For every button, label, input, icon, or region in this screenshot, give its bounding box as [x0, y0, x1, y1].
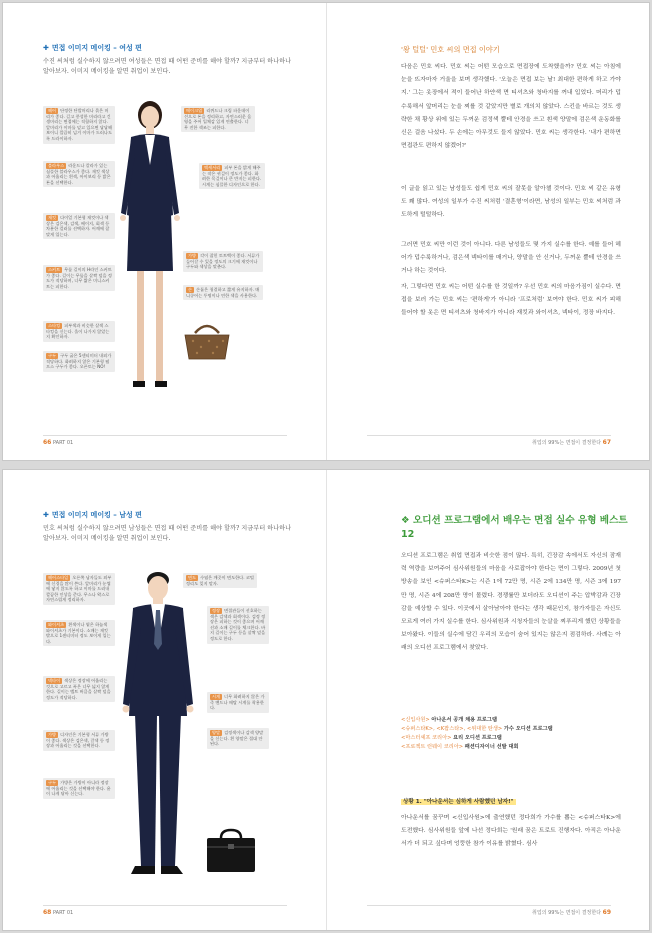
plus-icon: ✚: [43, 511, 49, 519]
story-paragraph-1: 다음은 민호 씨다. 민호 씨는 어떤 모습으로 면접장에 도착했을까? 민호 씨는 아침에 눈을 뜨자마자 거울을 보며 생각했다. '오늘은 면접 보는 날! 최대한 편하게 하고 가야지.' 그는 옷장에서 적이 들어난 하얀색 면 티셔츠와 청바지를 꺼내 입었다. 머리가 덥수룩해서 앞머리는 눈을 찌를 것 같았지만 별로 개의치 않았다. 스킨을 바르는 것도 생략한 채 황상 위에 있는 두꺼운 검정색 뿔테 안경을 쓰고 흰색 양말에 검은색 운동화를 신은 걸음 나섰다. 두 손에는 아무것도 들지 않았다. 민호 씨는 생각한다. '내가 편하면 면접관도 편하지 않겠어?': [401, 64, 621, 150]
callout-briefcase: 가방 디자인은 기본형 서류 가방이 좋다. 색상은 검은색, 갈색 등 정장과 어울리는 것을 선택한다.: [43, 730, 115, 751]
folio-right: 취업의 99%는 면접이 결정한다 69: [532, 909, 611, 916]
plus-icon: ✚: [43, 44, 49, 52]
footer-rule: [43, 905, 287, 906]
story-paragraph-3: 그러면 민호 씨만 이런 것이 아니다. 다른 남성들도 몇 가지 실수를 한다. 예를 들어 헤어가 덥수룩하거나, 검은색 넥타이를 매거나, 양말을 안 신거나, 두꺼운 뿔테 안경을 쓰거나 하는 것이다.: [401, 242, 621, 275]
callout-skirt: 스커트 무릎 길이의 H라인 스커트가 좋다. 길이는 무릎을 살짝 덮을 정도가 적당하며, 너무 짧은 미니스커트는 피한다.: [43, 265, 115, 291]
section-title: [43, 510, 142, 520]
section-title: [43, 43, 142, 53]
page-69: [327, 470, 651, 930]
callout-shoes: 구두 구두 굽은 5센티미터 내외가 적당하다. 화려하지 않은 기본형 펌프스 구두가 좋다. 오픈토는 NO!: [43, 351, 115, 372]
callout-socks: 양말 검정색이나 감색 양말을 신는다. 흰 양말은 절대 안 된다.: [207, 728, 269, 749]
callout-hair: 헤어 단정한 단발머리나 묶은 머리가 좋다. 길고 풍성한 머리라고 긴 생머리는 면접에는 적합하지 않다. 앞머리가 이마를 덮고 있으면 답답해 보이니 깔끔히 넘겨 이마가 드러나도록 드라이하자.: [43, 106, 115, 144]
callout-watch: 시계 너무 화려하지 않은 가죽 밴드나 메탈 시계를 착용한다.: [207, 692, 269, 713]
callout-makeup: 메이크업 리퀴드나 크림 파운데이션으로 톤을 정리하고, 자연스러운 음영을 주어 입체감 있게 연출한다. 너무 진한 색조는 피한다.: [181, 106, 255, 132]
page-67: [327, 3, 651, 460]
briefcase-icon: [203, 826, 259, 874]
callout-accessory: 액세서리 피부 톤을 밝게 해주는 작은 귀걸이 정도가 좋다. 화려한 목걸이나 큰 반지는 피한다. 시계는 심플한 디자인으로 한다.: [199, 163, 265, 189]
folio-left: 66 PART 01: [43, 439, 74, 446]
story-title: '왕 털털' 민호 씨의 면접 이야기: [401, 45, 500, 54]
book-spread-1: [2, 2, 650, 461]
book-spread-2: [2, 469, 650, 931]
page-68: [3, 470, 327, 930]
callout-tie: 넥타이 색상은 정장에 어울리는 것으로 고르고 폭은 너무 넓지 않게 한다. 길이는 벨트 버클을 살짝 덮을 정도가 적당하다.: [43, 676, 115, 702]
callout-jacket: 재킷 다이얼 기본형 재킷이나 색상은 검은색, 감색, 베이지, 회색 등 차분한 컬러를 선택하자. 어깨에 잘 맞게 입는다.: [43, 213, 115, 239]
story-paragraph-4: 자, 그렇다면 민호 씨는 어떤 실수를 한 것일까? 우선 민호 씨의 마음가짐이 실수다. 면접을 보러 가는 민호 씨는 '편하게'가 아니라 '프로처럼' 보여야 한다. 민호 씨가 피해 들어야 할 옷은 면 티셔츠와 청바지가 아니라 재킷과 와이셔츠, 넥타이, 정장 바지다.: [401, 284, 621, 317]
intro-paragraph: 오디션 프로그램은 취업 면접과 비슷한 점이 많다. 특히, 긴장감 속에서도 자신의 잠재력 역량을 보여주어 심사위원들의 마음을 사로잡아야 한다는 면이 그렇다. 2009년 첫 방송을 보인 <슈퍼스타K>는 시즌 1에 72만 명, 시즌 2에 134만 명, 시즌 3에 197만 명, 시즌 4에 208만 명이 몰렸다. 경쟁률만 보더라도 오디션이 주는 압박감과 긴장감을 예상할 수 있다. 이곳에서 살아남아야 한다는 생각 때문인지, 참가자들은 자신도 모르게 여러 가지 실수를 한다. 심사위원과 시청자들의 눈살을 찌푸리게 했던 상황들을 보아왔다. 이들의 실수에 담긴 우리의 모습이 숨어 있지는 않은지 점검하라. 사례는 아래의 오디션 프로그램에서 찾았다.: [401, 553, 621, 652]
section-title-text: 면접 이미지 메이킹 – 남성 편: [51, 511, 142, 519]
footer-rule: [43, 435, 287, 436]
callout-bag: 가방 각이 잡힌 토트백이 좋다. 서류가 들어갈 수 있을 정도의 크기에 재킷이나 구두와 색상을 맞춘다.: [183, 251, 263, 272]
callout-hands: 손 손톱은 청결하고 짧게 유지하자. 매니큐어는 투명이나 연한 색을 사용한다.: [183, 285, 263, 300]
woman-suit-illustration: [111, 95, 189, 407]
folio-right: 취업의 99%는 면접이 결정한다 67: [532, 439, 611, 446]
section-title-text: 면접 이미지 메이킹 – 여성 편: [51, 44, 142, 52]
callout-shoes: 구두 가방은 가방이 아니라 정장에 어울리는 것을 선택해야 한다. 윤이 나게 닦아 신는다.: [43, 778, 115, 799]
callout-blouse: 블라우스 라운드나 칼라가 있는 심플한 블라우스가 좋다. 재킷 색상과 어울리는 흰색, 아이보리 등 밝은 톤을 선택한다.: [43, 161, 115, 187]
callout-suit: 정장 면접관들이 선호하는 색은 감색과 회색이다. 검정 정장은 피하는 것이 좋으며 어깨선과 소매 길이를 체크한다. 바지 길이는 구두 등을 살짝 덮을 정도로 한다.: [207, 606, 269, 644]
lead-paragraph: 수진 씨처럼 실수하지 않으려면 여성들은 면접 때 어떤 준비를 해야 할까? 지금부터 하나하나 알아보자. 이미지 메이킹을 알면 취업이 보인다.: [43, 58, 292, 75]
chapter-title: ❖ 오디션 프로그램에서 배우는 면접 실수 유형 베스트 12: [401, 515, 628, 540]
case-paragraph: 아나운서를 꿈꾸며 <신입사원>에 출연했던 정다희가 가수를 뽑는 <슈퍼스타K>에 도전했다. 심사위원들 앞에 나선 정다희는 '원래 꿈은 트로트 진행자다. 아직은 아나운서가 더 되고 싶다며 엉뚱한 참가 이유를 밝혔다. 심사: [401, 815, 621, 848]
list-item: <신입사원> 아나운서 공개 채용 프로그램: [401, 717, 497, 723]
folio-left: 68 PART 01: [43, 909, 74, 916]
list-item: <프로젝트 런웨이 코리아> 패션디자이너 선발 대회: [401, 744, 519, 750]
callout-shave: 면도 수염은 깨끗이 면도한다. 코털 정리도 잊지 말자.: [183, 573, 257, 588]
program-list: [401, 716, 553, 752]
callout-stocking: 스타킹 피부색과 비슷한 살색 스타킹을 신는다. 올이 나가지 않았는지 확인하자.: [43, 321, 115, 342]
list-item: <슈퍼스타K>, <K팝스타>, <위대한 탄생> 가수 오디션 프로그램: [401, 726, 553, 732]
callout-hairstyle: 헤어스타일 오른쪽 남자들도 외부에 신경을 많이 쓴다. 앞머리가 눈썹에 닿지 않도록 하고 이마를 드러내 깔끔한 인상을 준다. 무스나 왁스로 자연스럽게 정리하자.: [43, 573, 115, 605]
case-heading: 상황 1. "아나운서는 심하게 사람했던 남자!": [403, 799, 514, 805]
page-66: [3, 3, 327, 460]
handbag-icon: [181, 319, 233, 361]
story-paragraph-2: 이 글을 읽고 있는 남성들도 쉽게 민호 씨의 잘못을 알아챌 것이다. 민호 씨 같은 유형도 꽤 많다. 여성의 일부가 수진 씨처럼 '결혼형'이라면, 남성의 일부는 민호 씨처럼 과도하게 털털하다.: [401, 186, 621, 219]
lead-paragraph: 민호 씨처럼 실수하지 않으려면 남성들은 면접 때 어떤 준비를 해야 할까? 지금부터 하나하나 알아보자. 이미지 메이킹을 알면 취업이 보인다.: [43, 525, 292, 542]
footer-rule: [367, 905, 611, 906]
diamond-bullet-icon: ❖: [401, 515, 410, 526]
footer-rule: [367, 435, 611, 436]
callout-shirt: 와이셔츠 흰색이나 옅은 하늘색 와이셔츠가 기본이다. 소매는 재킷 밖으로 1센티미터 정도 보이게 입는다.: [43, 620, 115, 646]
man-suit-illustration: [115, 566, 201, 884]
list-item: <마스터셰프 코리아> 요리 오디션 프로그램: [401, 735, 502, 741]
